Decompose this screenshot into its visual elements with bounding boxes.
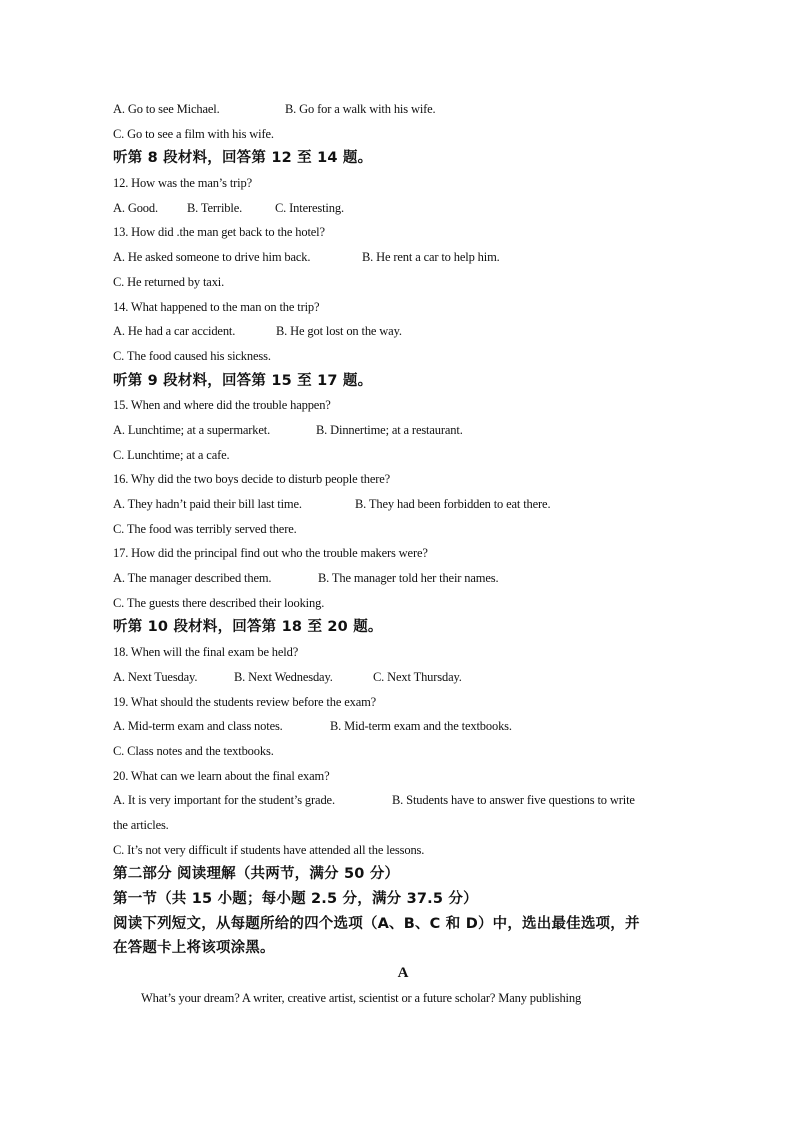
text-line: C. He returned by taxi. bbox=[113, 274, 225, 289]
text-line: 13. How did .the man get back to the hotel? bbox=[113, 225, 325, 240]
text-line: C. Lunchtime; at a cafe. bbox=[113, 447, 230, 462]
answer-option: B. They had been forbidden to eat there. bbox=[355, 497, 551, 511]
answer-option: A. It is very important for the student’s grade. bbox=[113, 793, 335, 808]
answer-options bbox=[113, 665, 693, 690]
answer-option: A. Go to see Michael. bbox=[113, 102, 220, 116]
text-line: 17. How did the principal find out who the trouble makers were? bbox=[113, 546, 428, 561]
text-line: C. The food caused his sickness. bbox=[113, 348, 271, 363]
answer-options bbox=[113, 245, 693, 270]
answer-options bbox=[113, 319, 693, 344]
text-line: C. Class notes and the textbooks. bbox=[113, 743, 274, 758]
answer-option: C. Next Thursday. bbox=[373, 669, 462, 684]
answer-option: B. The manager told her their names. bbox=[318, 571, 499, 586]
text-line: C. Go to see a film with his wife. bbox=[113, 126, 274, 141]
answer-options bbox=[113, 196, 693, 221]
text-line: the articles. bbox=[113, 817, 169, 832]
section-heading: 第一节（共 15 小题；每小题 2.5 分，满分 37.5 分） bbox=[113, 891, 478, 907]
answer-option: A. The manager described them. bbox=[113, 571, 272, 586]
passage-paragraph: What’s your dream? A writer, creative artist, scientist or a future scholar? Many publishing bbox=[141, 990, 582, 1005]
text-line: 20. What can we learn about the final exam? bbox=[113, 768, 330, 783]
answer-option: B. Terrible. bbox=[187, 200, 243, 215]
text-line: 14. What happened to the man on the trip? bbox=[113, 299, 320, 314]
section-heading: 听第 8 段材料，回答第 12 至 14 题。 bbox=[113, 150, 373, 167]
answer-options bbox=[113, 566, 693, 591]
answer-option: A. He had a car accident. bbox=[113, 324, 236, 339]
answer-option: B. He got lost on the way. bbox=[276, 324, 402, 339]
answer-option: A. Lunchtime; at a supermarket. bbox=[113, 422, 271, 437]
passage-title: A bbox=[397, 965, 409, 982]
text-line: 12. How was the man’s trip? bbox=[113, 176, 252, 191]
answer-option: A. He asked someone to drive him back. bbox=[113, 250, 311, 265]
section-heading: 听第 9 段材料，回答第 15 至 17 题。 bbox=[113, 372, 373, 389]
text-line: 19. What should the students review before the exam? bbox=[113, 694, 377, 709]
answer-options bbox=[113, 97, 693, 122]
text-line: C. It’s not very difficult if students have attended all the lessons. bbox=[113, 842, 425, 857]
answer-option: A. Mid-term exam and class notes. bbox=[113, 719, 283, 734]
answer-option: B. Mid-term exam and the textbooks. bbox=[330, 719, 512, 734]
answer-option: A. Good. bbox=[113, 200, 158, 215]
text-line: C. The food was terribly served there. bbox=[113, 521, 297, 536]
document-page bbox=[113, 97, 693, 1010]
answer-option: A. They hadn’t paid their bill last time. bbox=[113, 497, 302, 511]
answer-options bbox=[113, 788, 693, 813]
section-heading: 听第 10 段材料，回答第 18 至 20 题。 bbox=[113, 619, 383, 636]
answer-option: B. Students have to answer five questions to write bbox=[392, 793, 635, 808]
answer-options bbox=[113, 714, 693, 739]
text-line: 15. When and where did the trouble happen? bbox=[113, 398, 331, 413]
section-heading: 在答题卡上将该项涂黑。 bbox=[113, 940, 275, 957]
answer-option: B. Next Wednesday. bbox=[234, 669, 333, 684]
answer-options bbox=[113, 418, 693, 443]
text-line: 18. When will the final exam be held? bbox=[113, 645, 299, 660]
text-line: C. The guests there described their looking. bbox=[113, 595, 325, 610]
answer-option: B. Dinnertime; at a restaurant. bbox=[316, 422, 463, 437]
answer-option: C. Interesting. bbox=[275, 200, 344, 215]
section-heading: 第二部分 阅读理解（共两节，满分 50 分） bbox=[113, 866, 400, 883]
answer-option: B. He rent a car to help him. bbox=[362, 250, 500, 265]
text-line: 16. Why did the two boys decide to disturb people there? bbox=[113, 472, 391, 487]
answer-option: B. Go for a walk with his wife. bbox=[285, 102, 436, 116]
section-heading: 阅读下列短文，从每题所给的四个选项（A、B、C 和 D）中，选出最佳选项，并 bbox=[113, 915, 640, 932]
answer-options bbox=[113, 492, 693, 517]
answer-option: A. Next Tuesday. bbox=[113, 669, 198, 684]
